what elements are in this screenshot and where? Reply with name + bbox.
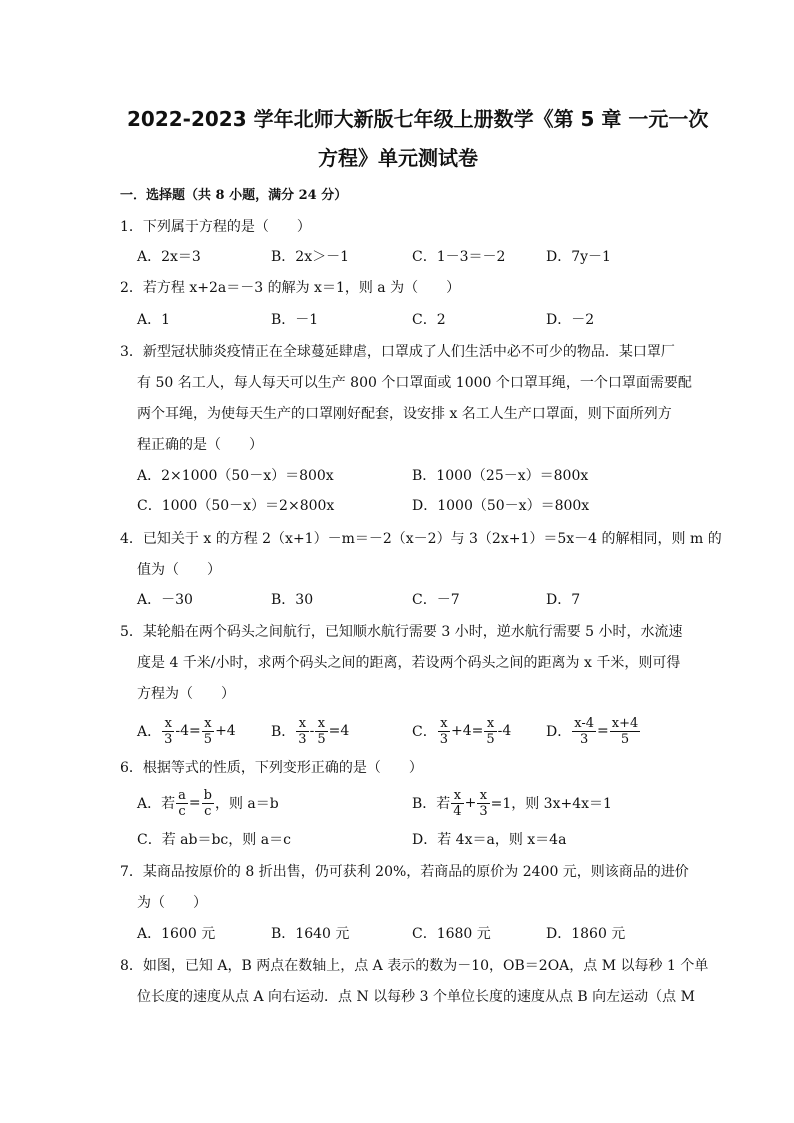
- q4-option-d: D．7: [546, 592, 581, 608]
- q6-option-b: B．若 x 4 + $\frac{x}{3}$ =1，则 3x+4x＝1: [412, 787, 612, 819]
- q4-option-a: A．－30: [137, 592, 193, 608]
- q7-line1: 7．某商品按原价的 8 折出售，仍可获利 20%，若商品的原价为 2400 元，则该商品的进价: [120, 864, 689, 880]
- q5-line2: 度是 4 千米/小时，求两个码头之间的距离，若设两个码头之间的距离为 x 千米，则可得: [137, 655, 681, 671]
- q6-option-d: D．若 4x＝a，则 x＝4a: [412, 832, 567, 848]
- q3-line4: 程正确的是（ ）: [137, 437, 263, 453]
- q4-line1: 4．已知关于 x 的方程 2（x+1）－m＝－2（x－2）与 3（2x+1）＝5x－4 的解相同，则 m 的: [120, 531, 722, 547]
- fraction: $\frac{x-4}{3}$: [574, 715, 595, 747]
- fraction: $\frac{a}{c}$: [178, 787, 186, 819]
- fraction: $\frac{x}{5}$: [203, 715, 213, 747]
- page-title-line2: 方程》单元测试卷: [318, 146, 478, 170]
- q5-option-c: C． x 3 +4= $\frac{x}{5}$ -4: [412, 715, 512, 747]
- q5-line1: 5．某轮船在两个码头之间航行，已知顺水航行需要 3 小时，逆水航行需要 5 小时，水流速: [120, 624, 683, 640]
- q6-option-c: C．若 ab＝bc，则 a＝c: [137, 832, 291, 848]
- q3-option-c: C．1000（50－x）＝2×800x: [137, 498, 335, 514]
- section-heading: 一．选择题（共 8 小题，满分 24 分）: [120, 188, 348, 203]
- q2-option-a: A．1: [137, 312, 171, 328]
- q1-stem: 1．下列属于方程的是（ ）: [120, 219, 311, 235]
- fraction: x 3: [164, 715, 173, 747]
- q4-option-b: B．30: [271, 592, 314, 608]
- fraction: $\frac{b}{c}$: [203, 787, 212, 819]
- q8-line2: 位长度的速度从点 A 向右运动．点 N 以每秒 3 个单位长度的速度从点 B 向左运动（点 M: [137, 989, 695, 1005]
- q6-option-a: A．若 $\frac{a}{c}$ = $\frac{b}{c}$ ，则 a＝b: [137, 787, 279, 819]
- q7-option-c: C．1680 元: [412, 926, 491, 942]
- fraction: $\frac{x}{3}$: [479, 787, 488, 819]
- q5-option-d: D． $\frac{x-4}{3}$ = $\frac{x+4}{5}$: [546, 715, 639, 747]
- q3-line2: 有 50 名工人，每人每天可以生产 800 个口罩面或 1000 个口罩耳绳，一个口罩面需要配: [137, 375, 692, 391]
- q4-line2: 值为（ ）: [137, 562, 221, 578]
- q2-option-d: D．－2: [546, 312, 595, 328]
- q6-stem: 6．根据等式的性质，下列变形正确的是（ ）: [120, 760, 423, 776]
- fraction: $\frac{x}{5}$: [317, 715, 326, 747]
- q7-option-d: D．1860 元: [546, 926, 626, 942]
- q7-line2: 为（ ）: [137, 895, 207, 911]
- q1-option-b: B．2x＞－1: [271, 249, 349, 265]
- q2-stem: 2．若方程 x+2a＝－3 的解为 x＝1，则 a 为（ ）: [120, 280, 461, 296]
- fraction: x 3: [298, 715, 307, 747]
- q2-option-b: B．－1: [271, 312, 319, 328]
- q8-line1: 8．如图，已知 A，B 两点在数轴上，点 A 表示的数为－10，OB＝2OA，点 M 以每秒 1 个单: [120, 958, 709, 974]
- q3-option-b: B．1000（25－x）＝800x: [412, 468, 589, 484]
- q5-line3: 方程为（ ）: [137, 686, 235, 702]
- fraction: $\frac{x+4}{5}$: [611, 715, 639, 747]
- q5-option-a: A． x 3 -4= $\frac{x}{5}$ +4: [137, 715, 236, 747]
- q7-option-a: A．1600 元: [137, 926, 216, 942]
- q7-option-b: B．1640 元: [271, 926, 350, 942]
- page-title-line1: 2022-2023 学年北师大新版七年级上册数学《第 5 章 一元一次: [127, 107, 709, 131]
- q3-line1: 3．新型冠状肺炎疫情正在全球蔓延肆虐，口罩成了人们生活中必不可少的物品．某口罩厂: [120, 344, 675, 360]
- q1-option-a: A．2x＝3: [137, 249, 201, 265]
- q2-option-c: C．2: [412, 312, 446, 328]
- fraction: x 3: [439, 715, 448, 747]
- q1-option-c: C．1－3＝－2: [412, 249, 506, 265]
- fraction: $\frac{x}{5}$: [486, 715, 495, 747]
- q5-option-b: B． x 3 - $\frac{x}{5}$ =4: [271, 715, 350, 747]
- q3-line3: 两个耳绳，为使每天生产的口罩刚好配套，设安排 x 名工人生产口罩面，则下面所列方: [137, 406, 672, 422]
- q3-option-d: D．1000（50－x）＝800x: [412, 498, 590, 514]
- q3-option-a: A．2×1000（50－x）＝800x: [137, 468, 334, 484]
- q4-option-c: C．－7: [412, 592, 460, 608]
- fraction: x 4: [453, 787, 462, 819]
- q1-option-d: D．7y－1: [546, 249, 611, 265]
